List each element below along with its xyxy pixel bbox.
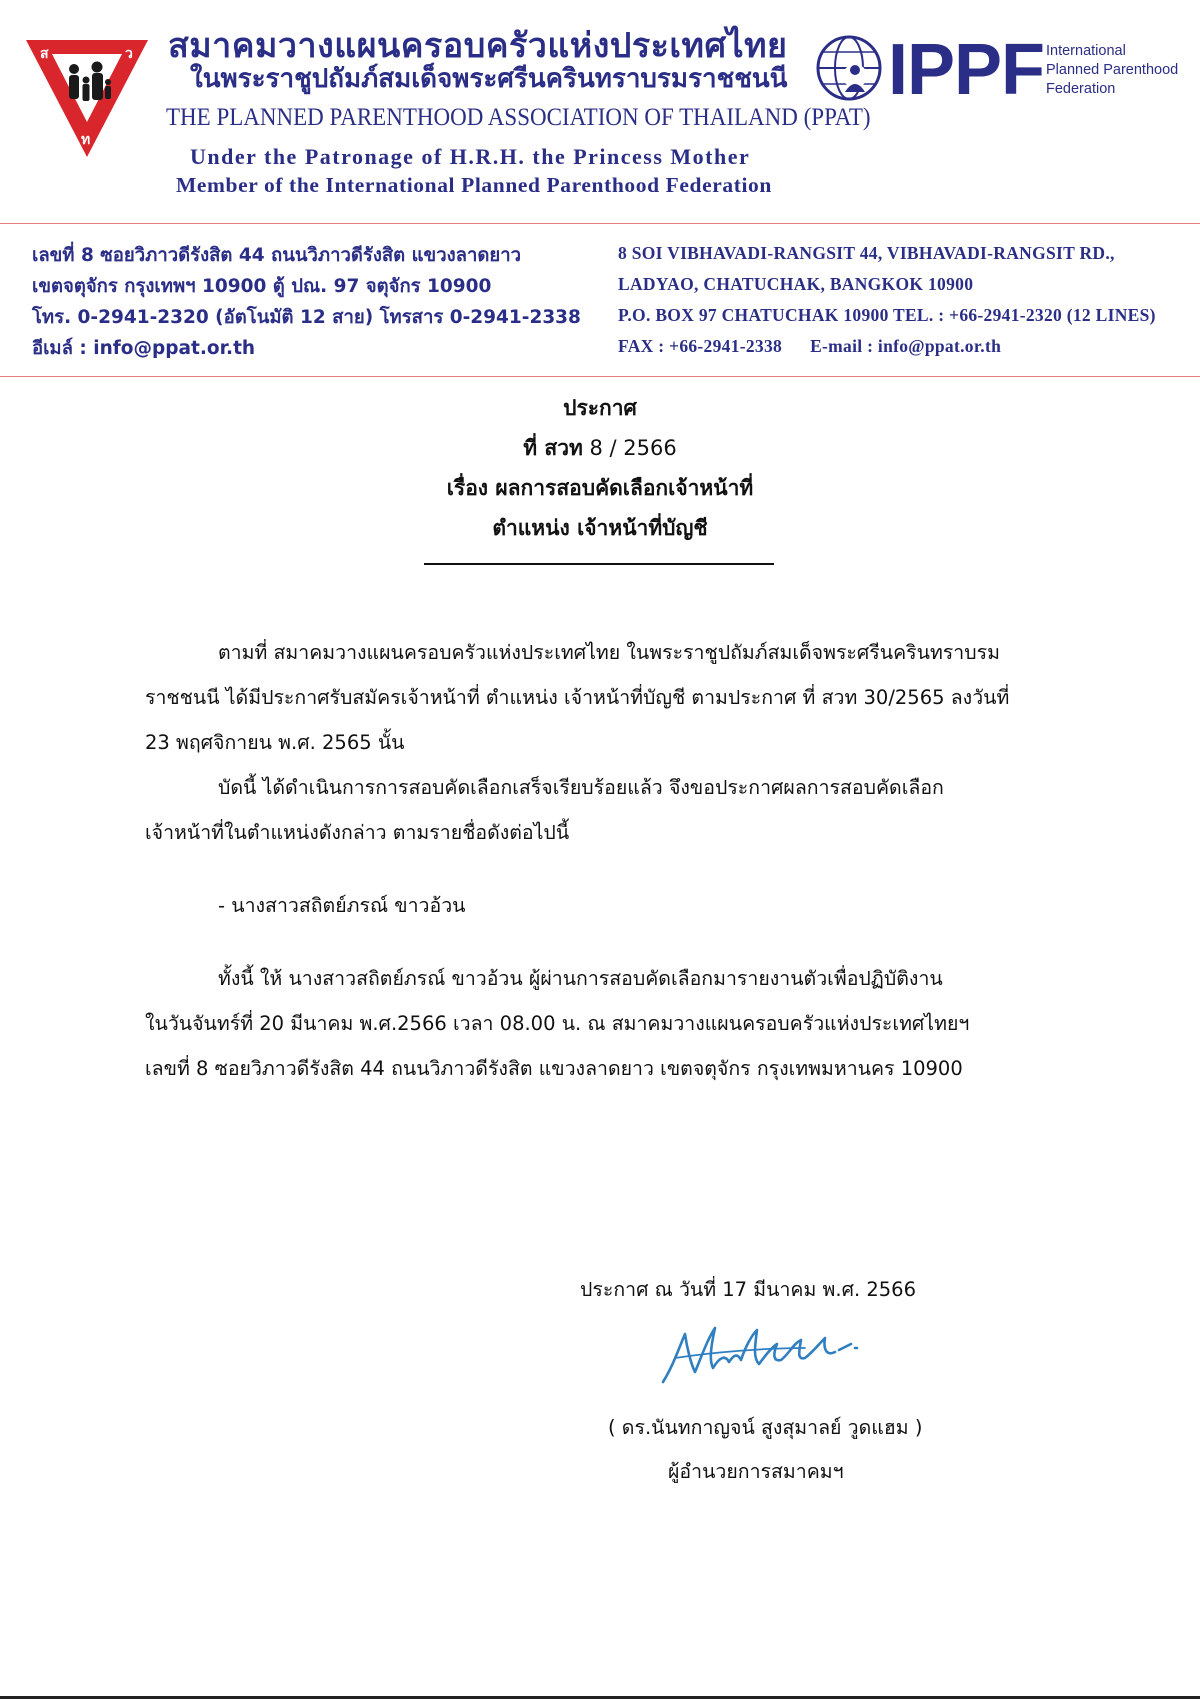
announcement-subject: เรื่อง ผลการสอบคัดเลือกเจ้าหน้าที่ <box>446 476 754 500</box>
logo-letter-left: ส <box>40 46 49 62</box>
handwritten-signature-icon <box>655 1318 865 1390</box>
ippf-sub-line: Federation <box>1046 81 1116 97</box>
announcement-body <box>145 630 1063 1091</box>
ippf-wordmark: IPPF <box>888 30 1045 110</box>
org-name-english: THE PLANNED PARENTHOOD ASSOCIATION OF THAILAND (PPAT) <box>166 104 871 131</box>
logo-letter-right: ว <box>125 46 133 62</box>
announcement-title <box>0 388 1200 548</box>
ippf-globe-icon <box>815 34 883 102</box>
address-english-line: 8 SOI VIBHAVADI-RANGSIT 44, VIBHAVADI-RANGSIT RD., <box>618 243 1115 263</box>
ppat-logo-icon <box>22 36 152 161</box>
paragraph-line: 23 พฤศจิกายน พ.ศ. 2565 นั้น <box>145 731 405 754</box>
announcement-number-prefix: ที่ สวท <box>523 436 583 460</box>
org-name-thai: สมาคมวางแผนครอบครัวแห่งประเทศไทย <box>168 26 788 66</box>
signatory-name: ( ดร.นันทกาญจน์ สูงสุมาลย์ วูดแฮม ) <box>608 1416 923 1439</box>
signatory-role: ผู้อำนวยการสมาคมฯ <box>668 1460 844 1483</box>
address-english <box>618 238 1156 362</box>
paragraph-line: เลขที่ 8 ซอยวิภาวดีรังสิต 44 ถนนวิภาวดีรังสิต แขวงลาดยาว เขตจตุจักร กรุงเทพมหานคร 10900 <box>145 1057 963 1080</box>
address-thai-line: เขตจตุจักร กรุงเทพฯ 10900 ตู้ ปณ. 97 จตุจักร 10900 <box>32 276 492 297</box>
address-thai-line: โทร. 0-2941-2320 (อัตโนมัติ 12 สาย) โทรสาร 0-2941-2338 <box>32 307 581 328</box>
header-divider-top <box>0 223 1200 224</box>
ippf-sub-line: International <box>1046 43 1126 59</box>
announcement-number-value: 8 / 2566 <box>582 436 677 460</box>
patronage-english: Under the Patronage of H.R.H. the Princess Mother <box>190 144 751 169</box>
announcement-position: ตำแหน่ง เจ้าหน้าที่บัญชี <box>492 516 708 540</box>
member-english: Member of the International Planned Parenthood Federation <box>176 173 772 197</box>
paragraph-line: ราชชนนี ได้มีประกาศรับสมัครเจ้าหน้าที่ ตำแหน่ง เจ้าหน้าที่บัญชี ตามประกาศ ที่ สวท 30/2565 ลงวันที่ <box>145 686 1010 709</box>
address-thai <box>32 240 581 364</box>
org-patronage-thai: ในพระราชูปถัมภ์สมเด็จพระศรีนครินทราบรมราชชนนี <box>190 64 788 94</box>
header-divider-bottom <box>0 376 1200 377</box>
title-underline <box>424 563 774 565</box>
announcement-number <box>0 428 1200 468</box>
paragraph-line: เจ้าหน้าที่ในตำแหน่งดังกล่าว ตามรายชื่อดังต่อไปนี้ <box>145 821 570 844</box>
selected-candidate: - นางสาวสถิตย์ภรณ์ ขาวอ้วน <box>218 894 466 917</box>
address-english-line: LADYAO, CHATUCHAK, BANGKOK 10900 <box>618 274 974 294</box>
fax-email-line <box>618 331 1156 362</box>
paragraph-line: ในวันจันทร์ที่ 20 มีนาคม พ.ศ.2566 เวลา 08.00 น. ณ สมาคมวางแผนครอบครัวแห่งประเทศไทยฯ <box>145 1012 970 1035</box>
paragraph-line: บัดนี้ ได้ดำเนินการการสอบคัดเลือกเสร็จเรียบร้อยแล้ว จึงขอประกาศผลการสอบคัดเลือก <box>218 776 944 799</box>
email-text: E-mail : info@ppat.or.th <box>810 336 1002 356</box>
announcement-date: ประกาศ ณ วันที่ 17 มีนาคม พ.ศ. 2566 <box>580 1278 916 1301</box>
paragraph-line: ทั้งนี้ ให้ นางสาวสถิตย์ภรณ์ ขาวอ้วน ผู้ผ่านการสอบคัดเลือกมารายงานตัวเพื่อปฏิบัติงาน <box>218 967 943 990</box>
address-thai-line: เลขที่ 8 ซอยวิภาวดีรังสิต 44 ถนนวิภาวดีรังสิต แขวงลาดยาว <box>32 245 521 266</box>
address-english-line: P.O. BOX 97 CHATUCHAK 10900 TEL. : +66-2941-2320 (12 LINES) <box>618 305 1156 325</box>
paragraph-line: ตามที่ สมาคมวางแผนครอบครัวแห่งประเทศไทย ในพระราชูปถัมภ์สมเด็จพระศรีนครินทราบรม <box>218 641 1000 664</box>
ippf-subtitle <box>1046 42 1186 99</box>
ippf-sub-line: Planned Parenthood <box>1046 62 1179 78</box>
fax-text: FAX : +66-2941-2338 <box>618 336 783 356</box>
address-thai-line: อีเมล์ : info@ppat.or.th <box>32 338 256 359</box>
logo-letter-bottom: ท <box>81 132 91 148</box>
announcement-heading: ประกาศ <box>563 396 637 420</box>
